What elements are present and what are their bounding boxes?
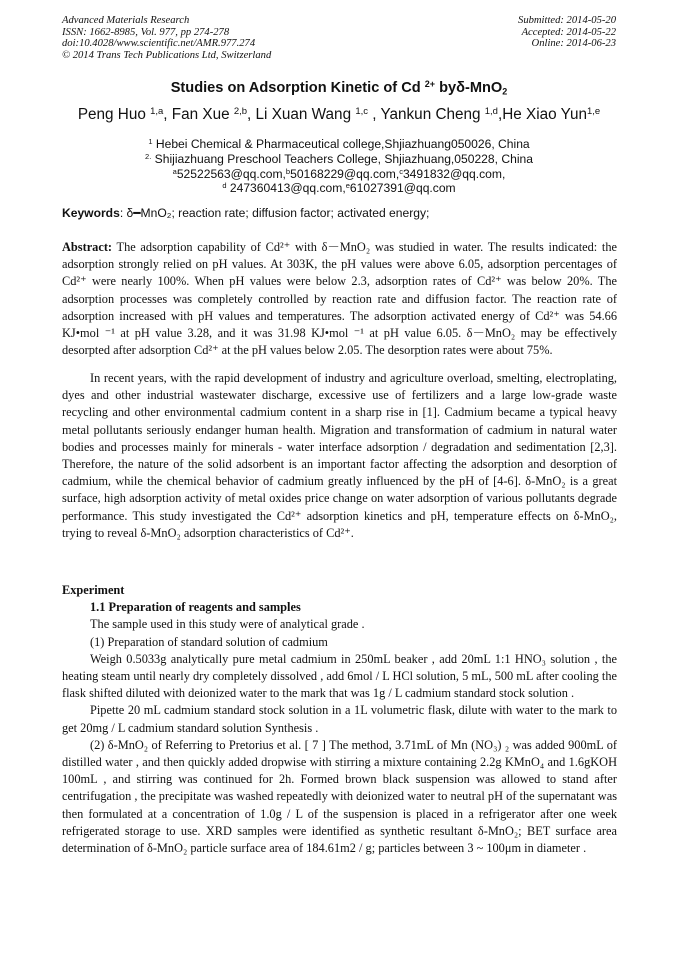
affiliation-1 <box>0 137 678 152</box>
email-marker: b <box>285 166 291 176</box>
affiliation-text: Shijiazhuang Preschool Teachers College, Shjiazhuang,050228, China <box>151 151 533 166</box>
keywords-text: : δ━MnO₂; reaction rate; diffusion factor; activated energy; <box>119 206 430 220</box>
abstract-text: The adsorption capability of Cd²⁺ with δ－MnO₂ was studied in water. The results indicated: the adsorption strongly relied on pH values. At 303K, the pH values were above 6.05, adsorption percentages of Cd²⁺ were nearly 100%. When pH values were below 2.3, adsorption rates of Cd²⁺ was below 20%. The adsorption processes was completely controlled by reaction rate and diffusion factor. The reaction rate of adsorption increased with pH values and temperatures. The adsorption activated energy of Cd²⁺ was 54.66 KJ•mol ⁻¹ at pH value 3.28, and it was 31.98 KJ•mol ⁻¹ at pH value 6.05. δ－MnO₂ may be effectively desorpted after adsorption Cd²⁺ at the pH values below 2.05. The desorption rates were about 75%. <box>62 240 617 358</box>
author-sep: , <box>367 106 381 123</box>
journal-name: Advanced Materials Research <box>62 15 190 26</box>
email-address[interactable]: 61027391@qq.com <box>349 181 456 196</box>
author-name: Peng Huo <box>77 106 151 123</box>
email-marker: d <box>222 181 227 191</box>
accepted-date: Accepted: 2014-05-22 <box>521 26 616 38</box>
paper-title <box>0 80 678 96</box>
subsection-heading: 1.1 Preparation of reagents and samples <box>90 600 301 615</box>
online-date: Online: 2014-06-23 <box>531 38 616 50</box>
keywords-label: Keywords <box>62 206 120 220</box>
experiment-paragraph: (1) Preparation of standard solution of cadmium <box>90 634 328 649</box>
title-sub: 2 <box>502 86 508 97</box>
author-list <box>0 106 678 124</box>
author-name: Fan Xue <box>171 106 234 123</box>
affiliation-2 <box>0 152 678 167</box>
experiment-paragraph: (2) δ-MnO₂ of Referring to Pretorius et al. [ 7 ] The method, 3.71mL of Mn (NO₃) ₂ was added 900mL of distilled water , and then quickly added dropwise with stirring a mixture containing 2.2g KMnO₄ and 1.6gKOH 100mL , and stirring was continued for 2h. Formed brown black suspension was allowed to stand after centrifugation , the precipitate was washed repeatedly with deionized water to neutral pH of the supernatant was then formulated at a concentration of 1.0g / L of the suspension is placed in a refrigerator after one week refrigerated storage to use. XRD samples were identified as synthetic resultant δ-MnO₂; BET surface area determination of δ-MnO₂ particle surface area of 184.61m2 / g; particles between 3 ~ 100μm in diameter . <box>62 737 617 856</box>
email-address[interactable]: 247360413@qq.com, <box>226 181 346 196</box>
author-affil: 2,b <box>233 105 248 117</box>
author-name: Yankun Cheng <box>380 106 485 123</box>
author-sep: , <box>497 106 503 123</box>
experiment-paragraph: Weigh 0.5033g analytically pure metal cadmium in 250mL beaker , add 20mL 1:1 HNO₃ solution , the heating steam until nearly dry completely dissolved , add 6mol / L HCl solution, 5 mL, 500 mL after cooling the flask shifted diluted with deionized water to the mark that was 1g / L cadmium standard stock solution . <box>62 651 617 701</box>
title-sup: 2+ <box>424 79 436 90</box>
submitted-date: Submitted: 2014-05-20 <box>518 15 616 26</box>
author-affil: 1,c <box>355 105 368 117</box>
email-marker: e <box>345 181 350 191</box>
email-address[interactable]: 3491832@qq.com, <box>402 166 506 181</box>
experiment-paragraph: The sample used in this study were of analytical grade . <box>90 617 365 632</box>
author-affil: 1,a <box>150 105 164 117</box>
intro-paragraph: In recent years, with the rapid development of industry and agriculture overload, smelting, electroplating, dyes and other industrial wastewater discharge, excessive use of fertilizers and a large low-grade waste recycling and other environmental cadmium content in a sharp rise in [1]. Cadmium became a typical heavy metal pollutants seriously endanger human health. Migration and transformation of cadmium in natural water bodies and processes mainly for minerals - water interface adsorption / degradation and sedimentation [2,3]. Therefore, the nature of the solid adsorbent is an important factor affecting the adsorption and desorption of cadmium, while the chemical behavior of cadmium greatly influenced by the pH of [4-6]. δ-MnO₂ is a great surface, high adsorption activity of metal oxides price change on water adsorption of various pollutants degrade performance. This study investigated the Cd²⁺ adsorption kinetics and pH, temperature effects on δ-MnO₂, trying to reveal δ-MnO₂ adsorption characteristics of Cd²⁺. <box>62 371 617 540</box>
email-address[interactable]: 50168229@qq.com, <box>290 166 400 181</box>
author-sep: , <box>247 106 256 123</box>
journal-header-left <box>62 15 271 61</box>
affiliation-number: 1 <box>148 136 153 146</box>
abstract-label: Abstract: <box>62 240 113 254</box>
experiment-paragraph: Pipette 20 mL cadmium standard stock solution in a 1L volumetric flask, dilute with water to the mark to get 20mg / L cadmium standard solution Synthesis . <box>62 703 617 735</box>
affiliation-number: 2. <box>145 151 152 161</box>
journal-header-right <box>518 15 616 50</box>
author-affil: 1,d <box>484 105 498 117</box>
introduction-section <box>62 370 617 542</box>
email-line-2 <box>0 181 678 196</box>
journal-doi: doi:10.4028/www.scientific.net/AMR.977.274 <box>62 38 256 50</box>
abstract-section <box>62 239 617 359</box>
experiment-heading: Experiment <box>62 583 125 597</box>
title-prefix: Studies on Adsorption Kinetic of Cd <box>170 80 425 96</box>
email-line-1 <box>0 167 678 182</box>
email-marker: a <box>172 166 177 176</box>
keywords-line <box>62 206 618 220</box>
author-affil: 1,e <box>586 105 601 117</box>
title-middle: byδ-MnO <box>435 80 503 96</box>
email-marker: c <box>399 166 403 176</box>
experiment-section <box>62 582 617 857</box>
journal-issn: ISSN: 1662-8985, Vol. 977, pp 274-278 <box>62 26 230 38</box>
affiliations <box>0 137 678 196</box>
author-name: Li Xuan Wang <box>255 106 356 123</box>
journal-copyright: © 2014 Trans Tech Publications Ltd, Switzerland <box>62 49 272 61</box>
author-sep: , <box>163 106 172 123</box>
author-name: He Xiao Yun <box>502 106 587 123</box>
email-address[interactable]: 52522563@qq.com, <box>176 166 286 181</box>
affiliation-text: Hebei Chemical & Pharmaceutical college,Shjiazhuang050026, China <box>152 137 530 151</box>
